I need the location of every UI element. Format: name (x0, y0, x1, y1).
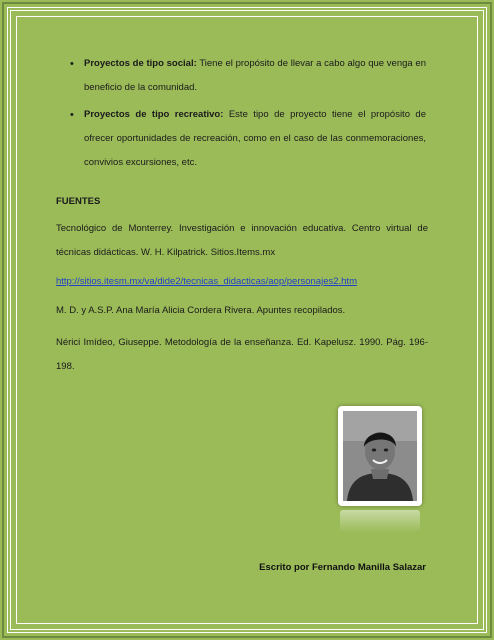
author-credit: Escrito por Fernando Manilla Salazar (259, 562, 426, 573)
document-body (56, 52, 428, 379)
source-item: M. D. y A.S.P. Ana María Alicia Cordera Rivera. Apuntes recopilados. (56, 305, 346, 316)
sources-heading: FUENTES (56, 196, 101, 207)
source-link[interactable]: http://sitios.itesm.mx/va/dide2/tecnicas_didacticas/aop/personajes2.htm (56, 276, 357, 287)
bullet-text: Este tipo de proyecto tiene el propósito de ofrecer oportunidades de recreación, como en el caso de las conmemoraciones, convivios excursiones, etc. (84, 109, 427, 168)
sources-list (56, 217, 428, 379)
bullet-text: Tiene el propósito de llevar a cabo algo que venga en beneficio de la comunidad. (84, 58, 426, 93)
source-item: Tecnológico de Monterrey. Investigación e innovación educativa. Centro virtual de técnicas didácticas. W. H. Kilpatrick. Sitios.Items.mx (56, 223, 428, 258)
author-photo-frame (338, 406, 422, 506)
project-types-list (68, 52, 426, 175)
source-item: Nérici Imídeo, Giuseppe. Metodología de la enseñanza. Ed. Kapelusz. 1990. Pág. 196-198. (56, 337, 428, 372)
bullet-lead: Proyectos de tipo recreativo: (84, 109, 224, 120)
author-photo (343, 411, 417, 501)
bullet-lead: Proyectos de tipo social: (84, 58, 197, 69)
photo-reflection (340, 510, 420, 532)
list-item-social (68, 52, 426, 100)
portrait-illustration (343, 411, 417, 501)
list-item-recreational (68, 103, 426, 175)
